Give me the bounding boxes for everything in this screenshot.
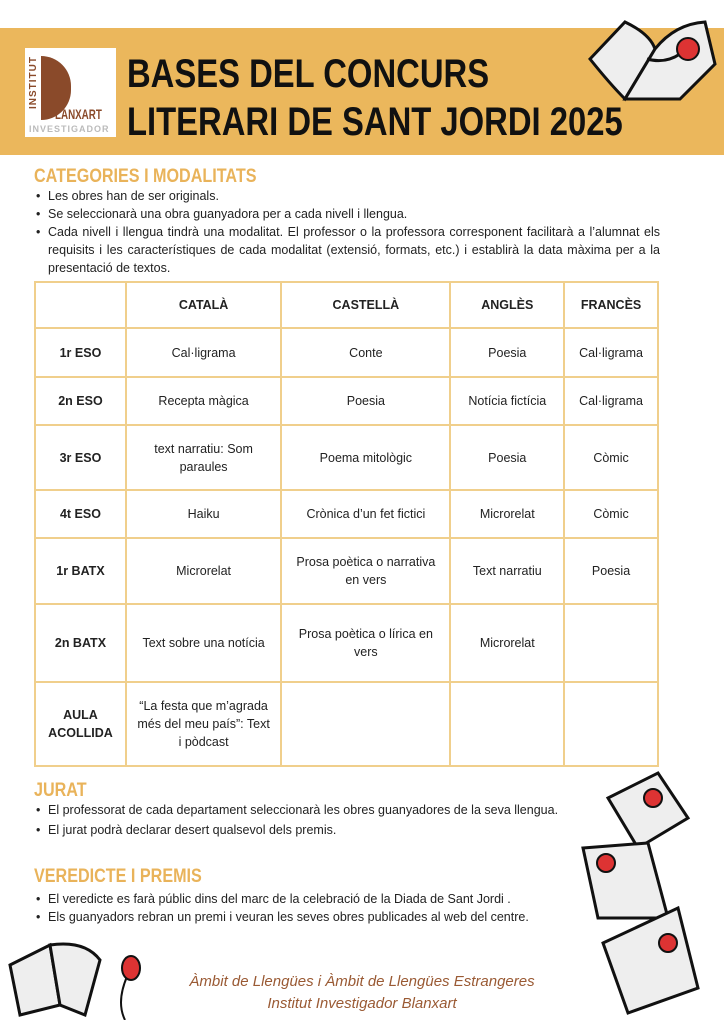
title-line-2: LITERARI DE SANT JORDI 2025	[127, 100, 623, 144]
column-header: CASTELLÀ	[281, 282, 450, 328]
row-level-label: 2n ESO	[35, 377, 126, 425]
table-cell: Recepta màgica	[126, 377, 281, 425]
list-item: • El professorat de cada departament seleccionarà les obres guanyadores de la seva llengua.	[34, 801, 580, 819]
column-header: CATALÀ	[126, 282, 281, 328]
row-level-label: AULA ACOLLIDA	[35, 682, 126, 766]
table-header-row	[35, 282, 658, 328]
categories-list	[34, 187, 660, 277]
table-row	[35, 682, 658, 766]
page-title	[127, 50, 623, 146]
table-cell: “La festa que m’agrada més del meu país”: Text i pòdcast	[126, 682, 281, 766]
table-cell	[564, 604, 658, 682]
list-item: • Se seleccionarà una obra guanyadora per a cada nivell i llengua.	[34, 205, 660, 223]
table-row	[35, 377, 658, 425]
column-header: FRANCÈS	[564, 282, 658, 328]
footer-departments: Àmbit de Llengües i Àmbit de Llengües Estrangeres	[189, 973, 535, 990]
table-cell	[281, 682, 450, 766]
table-row	[35, 490, 658, 538]
table-cell: text narratiu: Som paraules	[126, 425, 281, 490]
table-cell: Cal·ligrama	[126, 328, 281, 377]
table-row	[35, 538, 658, 604]
table-cell: Poesia	[281, 377, 450, 425]
veredicte-heading: VEREDICTE I PREMIS	[34, 866, 202, 887]
table-cell: Còmic	[564, 490, 658, 538]
table-cell: Cal·ligrama	[564, 377, 658, 425]
table-row	[35, 604, 658, 682]
jurat-list	[34, 801, 580, 839]
table-cell: Prosa poètica o narrativa en vers	[281, 538, 450, 604]
table-row	[35, 328, 658, 377]
title-line-1: BASES DEL CONCURS	[127, 52, 490, 96]
table-cell: Microrelat	[126, 538, 281, 604]
categories-heading: CATEGORIES I MODALITATS	[34, 166, 257, 187]
row-level-label: 1r ESO	[35, 328, 126, 377]
table-cell	[564, 682, 658, 766]
book-rose-icon	[585, 14, 720, 109]
table-cell: Poema mitològic	[281, 425, 450, 490]
logo-vertical-text: INSTITUT	[28, 56, 39, 109]
list-item: • Les obres han de ser originals.	[34, 187, 660, 205]
row-level-label: 4t ESO	[35, 490, 126, 538]
table-cell: Prosa poètica o lírica en vers	[281, 604, 450, 682]
table-cell: Còmic	[564, 425, 658, 490]
logo-bottom-text: INVESTIGADOR	[29, 124, 110, 134]
table-cell: Notícia fictícia	[450, 377, 564, 425]
row-level-label: 2n BATX	[35, 604, 126, 682]
table-row	[35, 425, 658, 490]
table-cell: Microrelat	[450, 490, 564, 538]
table-cell: Crònica d’un fet fictici	[281, 490, 450, 538]
row-level-label: 3r ESO	[35, 425, 126, 490]
logo-main-text: LANXART	[55, 106, 102, 122]
school-logo	[25, 48, 116, 137]
modalities-table	[34, 281, 659, 767]
table-cell: Text narratiu	[450, 538, 564, 604]
column-header	[35, 282, 126, 328]
list-item: • Els guanyadors rebran un premi i veuran les seves obres publicades al web del centre.	[34, 908, 594, 926]
veredicte-list	[34, 890, 594, 926]
list-item: • El jurat podrà declarar desert qualsevol dels premis.	[34, 821, 580, 839]
table-cell: Cal·ligrama	[564, 328, 658, 377]
table-cell: Poesia	[450, 328, 564, 377]
table-cell: Haiku	[126, 490, 281, 538]
table-cell	[450, 682, 564, 766]
row-level-label: 1r BATX	[35, 538, 126, 604]
footer-school: Institut Investigador Blanxart	[267, 995, 457, 1012]
jurat-heading: JURAT	[34, 780, 87, 801]
table-cell: Text sobre una notícia	[126, 604, 281, 682]
table-cell: Poesia	[450, 425, 564, 490]
table-cell: Poesia	[564, 538, 658, 604]
table-cell: Conte	[281, 328, 450, 377]
list-item: • Cada nivell i llengua tindrà una modalitat. El professor o la professora corresponent facilitarà a l’alumnat els requisits i les característiques de cada modalitat (extensió, formats, etc.) i establirà la data màxima per a la presentació de textos.	[34, 223, 660, 277]
column-header: ANGLÈS	[450, 282, 564, 328]
list-item: • El veredicte es farà públic dins del marc de la celebració de la Diada de Sant Jordi .	[34, 890, 594, 908]
table-cell: Microrelat	[450, 604, 564, 682]
